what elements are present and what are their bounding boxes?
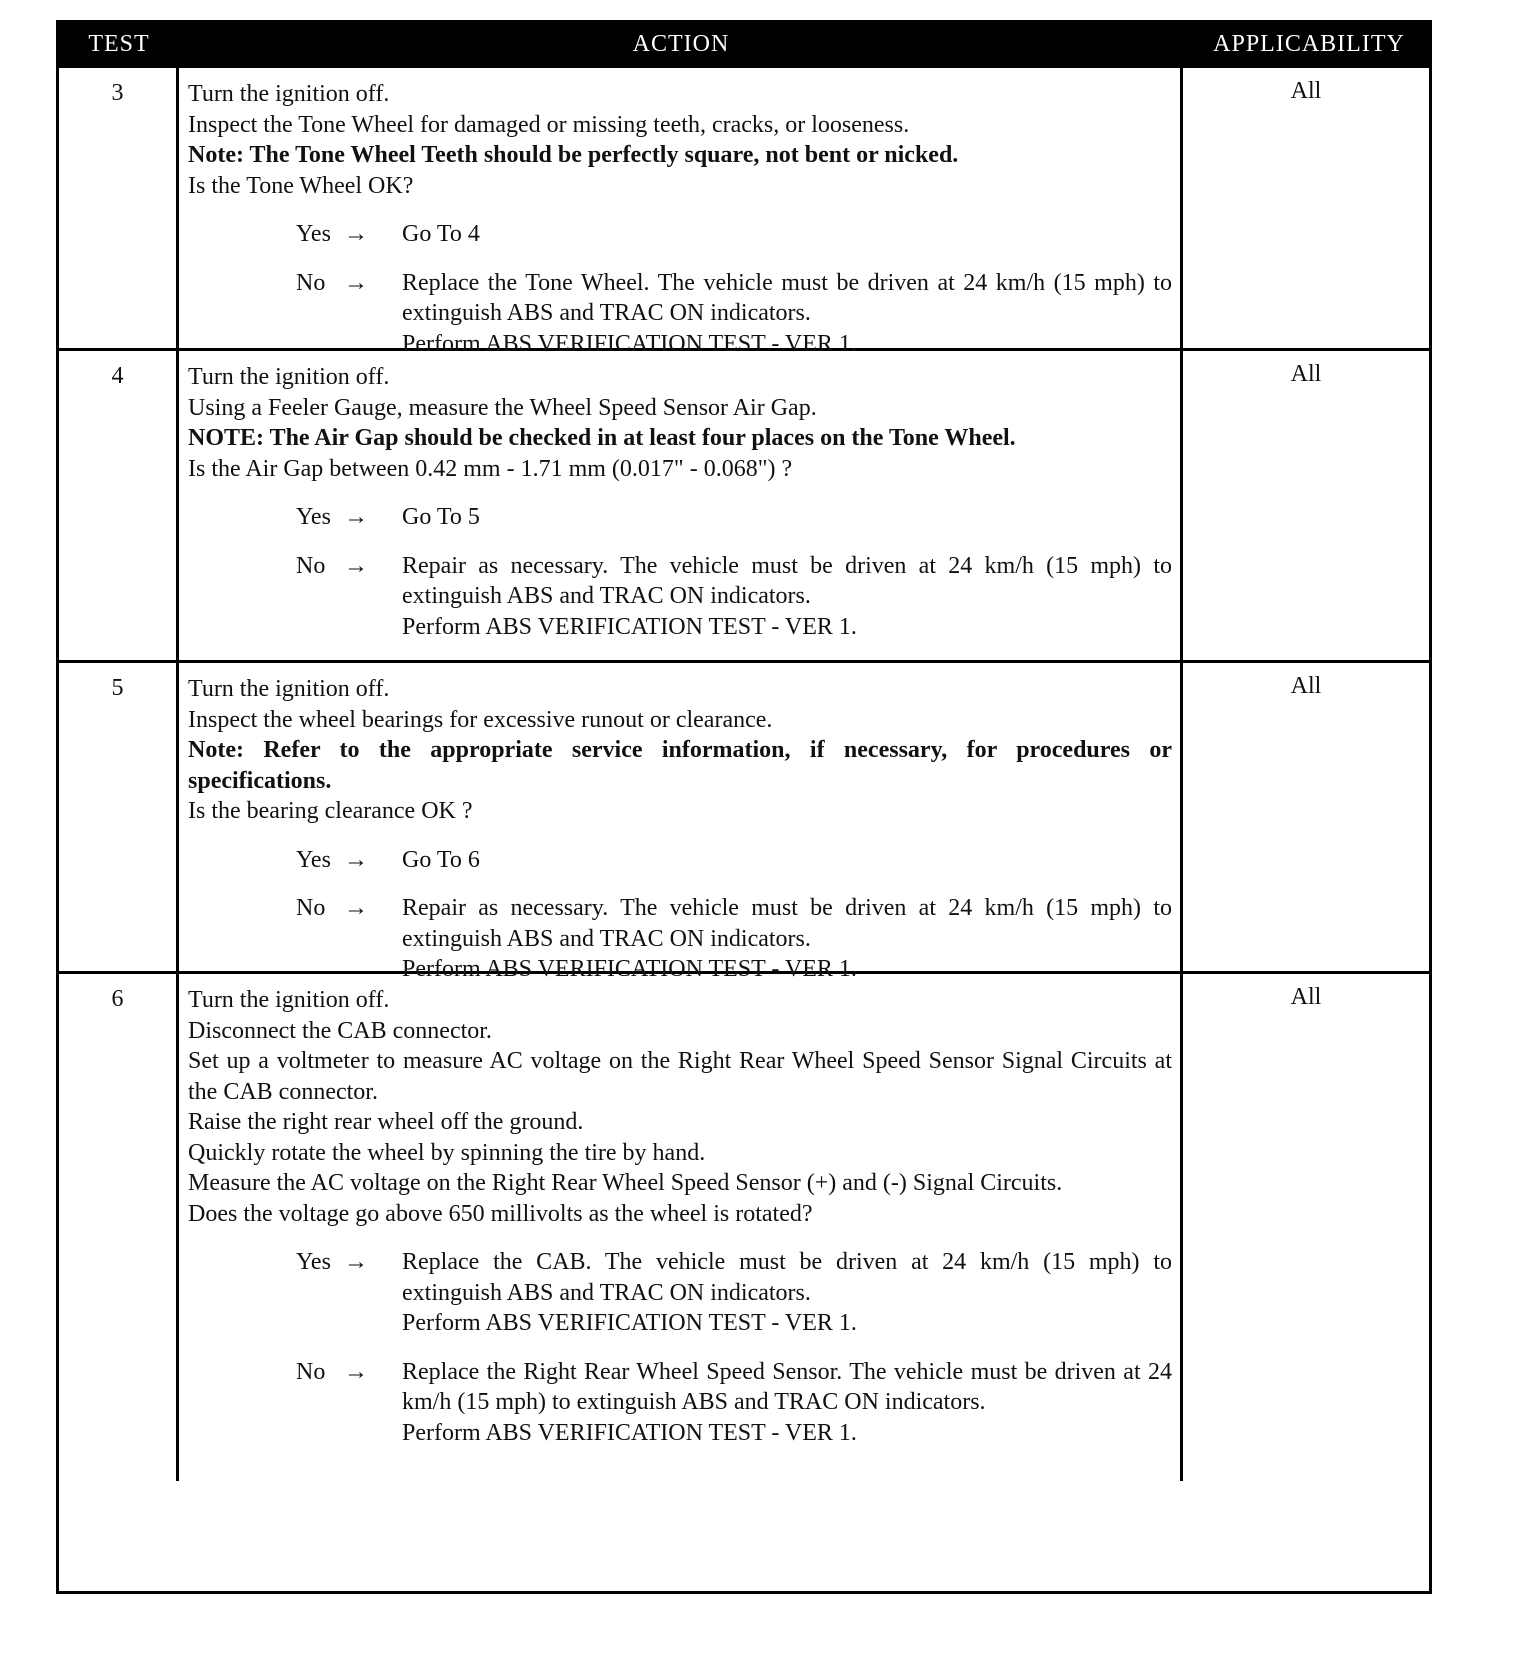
yes-branch [188, 1247, 1172, 1339]
arrow-icon: → [344, 269, 368, 296]
table-row [59, 65, 1429, 357]
arrow-icon: → [344, 504, 368, 530]
yes-branch [188, 845, 1172, 876]
no-branch [188, 1357, 1172, 1449]
result-text: Repair as necessary. The vehicle must be driven at 24 km/h (15 mph) to extinguish ABS and TRAC ON indicators. [402, 895, 1172, 952]
arrow-icon: → [344, 846, 368, 873]
yes-label: Yes [296, 221, 331, 247]
yes-branch [188, 502, 1172, 533]
instruction-text: Using a Feeler Gauge, measure the Wheel Speed Sensor Air Gap. [188, 394, 817, 421]
test-number: 4 [59, 351, 179, 660]
applicability-value: All [1290, 78, 1322, 104]
action-cell [179, 663, 1183, 995]
no-label: No [296, 895, 326, 921]
no-result [402, 1357, 1172, 1449]
yes-result [402, 1247, 1172, 1339]
instruction-text: Set up a voltmeter to measure AC voltage on the Right Rear Wheel Speed Sensor Signal Circuits at the CAB connector. [188, 1048, 1172, 1105]
procedure-table [56, 20, 1432, 1594]
arrow-icon: → [344, 221, 368, 247]
instruction-text: Disconnect the CAB connector. [188, 1017, 492, 1044]
no-branch [188, 893, 1172, 985]
test-number: 5 [59, 663, 179, 995]
no-label: No [296, 269, 326, 296]
action-cell [179, 351, 1183, 660]
action-cell [179, 68, 1183, 369]
result-text: Repair as necessary. The vehicle must be driven at 24 km/h (15 mph) to extinguish ABS and TRAC ON indicators. [402, 552, 1172, 609]
applicability-value: All [1290, 361, 1322, 387]
instruction-text: Is the bearing clearance OK ? [188, 798, 473, 824]
instruction-text: Raise the right rear wheel off the ground. [188, 1109, 584, 1135]
instruction-text: Does the voltage go above 650 millivolts as the wheel is rotated? [188, 1200, 813, 1227]
table-row [59, 348, 1429, 660]
instruction-text: Is the Air Gap between 0.42 mm - 1.71 mm (0.017" - 0.068") ? [188, 455, 793, 482]
applicability-value: All [1290, 984, 1322, 1010]
result-text: Go To 4 [402, 221, 480, 247]
note-text: Note: The Tone Wheel Teeth should be perfectly square, not bent or nicked. [188, 142, 959, 168]
result-text: Go To 5 [402, 504, 480, 530]
yes-label: Yes [296, 846, 331, 873]
result-text: Perform ABS VERIFICATION TEST - VER 1. [402, 1310, 857, 1336]
no-label: No [296, 552, 326, 579]
result-text: Perform ABS VERIFICATION TEST - VER 1. [402, 330, 857, 357]
test-number: 3 [59, 68, 179, 369]
instruction-text: Turn the ignition off. [188, 987, 390, 1013]
table-row [59, 971, 1429, 1481]
instruction-text: Inspect the wheel bearings for excessive runout or clearance. [188, 706, 773, 733]
yes-result [402, 219, 1172, 250]
table-body [59, 65, 1429, 1481]
no-result [402, 268, 1172, 360]
applicability-value: All [1290, 673, 1322, 699]
result-text: Replace the CAB. The vehicle must be driven at 24 km/h (15 mph) to extinguish ABS and TRAC ON indicators. [402, 1249, 1172, 1306]
arrow-icon: → [344, 1249, 368, 1275]
note-text: Note: Refer to the appropriate service information, if necessary, for procedures or specifications. [188, 737, 1172, 794]
instruction-text: Turn the ignition off. [188, 676, 390, 702]
result-text: Perform ABS VERIFICATION TEST - VER 1. [402, 613, 857, 640]
yes-label: Yes [296, 504, 331, 530]
instruction-text: Turn the ignition off. [188, 364, 390, 390]
test-number: 6 [59, 974, 179, 1481]
no-branch [188, 551, 1172, 643]
result-text: Replace the Right Rear Wheel Speed Sensor. The vehicle must be driven at 24 km/h (15 mph) to extinguish ABS and TRAC ON indicators. [402, 1358, 1172, 1415]
header-test: TEST [88, 30, 150, 57]
no-label: No [296, 1358, 326, 1385]
table-header [59, 23, 1429, 65]
result-text: Perform ABS VERIFICATION TEST - VER 1. [402, 956, 857, 982]
instruction-text: Measure the AC voltage on the Right Rear Wheel Speed Sensor (+) and (-) Signal Circuits. [188, 1170, 1063, 1196]
action-cell [179, 974, 1183, 1481]
arrow-icon: → [344, 552, 368, 579]
arrow-icon: → [344, 895, 368, 921]
header-action: ACTION [632, 30, 730, 57]
yes-branch [188, 219, 1172, 250]
header-applicability: APPLICABILITY [1213, 30, 1405, 57]
instruction-text: Turn the ignition off. [188, 81, 390, 107]
yes-result [402, 845, 1172, 876]
arrow-icon: → [344, 1358, 368, 1385]
yes-result [402, 502, 1172, 533]
result-text: Go To 6 [402, 846, 480, 873]
yes-label: Yes [296, 1249, 331, 1275]
instruction-text: Quickly rotate the wheel by spinning the tire by hand. [188, 1139, 706, 1166]
note-text: NOTE: The Air Gap should be checked in at least four places on the Tone Wheel. [188, 425, 1016, 451]
result-text: Replace the Tone Wheel. The vehicle must be driven at 24 km/h (15 mph) to extinguish ABS and TRAC ON indicators. [402, 269, 1172, 326]
no-result [402, 893, 1172, 985]
table-row [59, 660, 1429, 982]
instruction-text: Is the Tone Wheel OK? [188, 172, 414, 199]
no-result [402, 551, 1172, 643]
no-branch [188, 268, 1172, 360]
result-text: Perform ABS VERIFICATION TEST - VER 1. [402, 1419, 857, 1446]
instruction-text: Inspect the Tone Wheel for damaged or missing teeth, cracks, or looseness. [188, 111, 910, 138]
